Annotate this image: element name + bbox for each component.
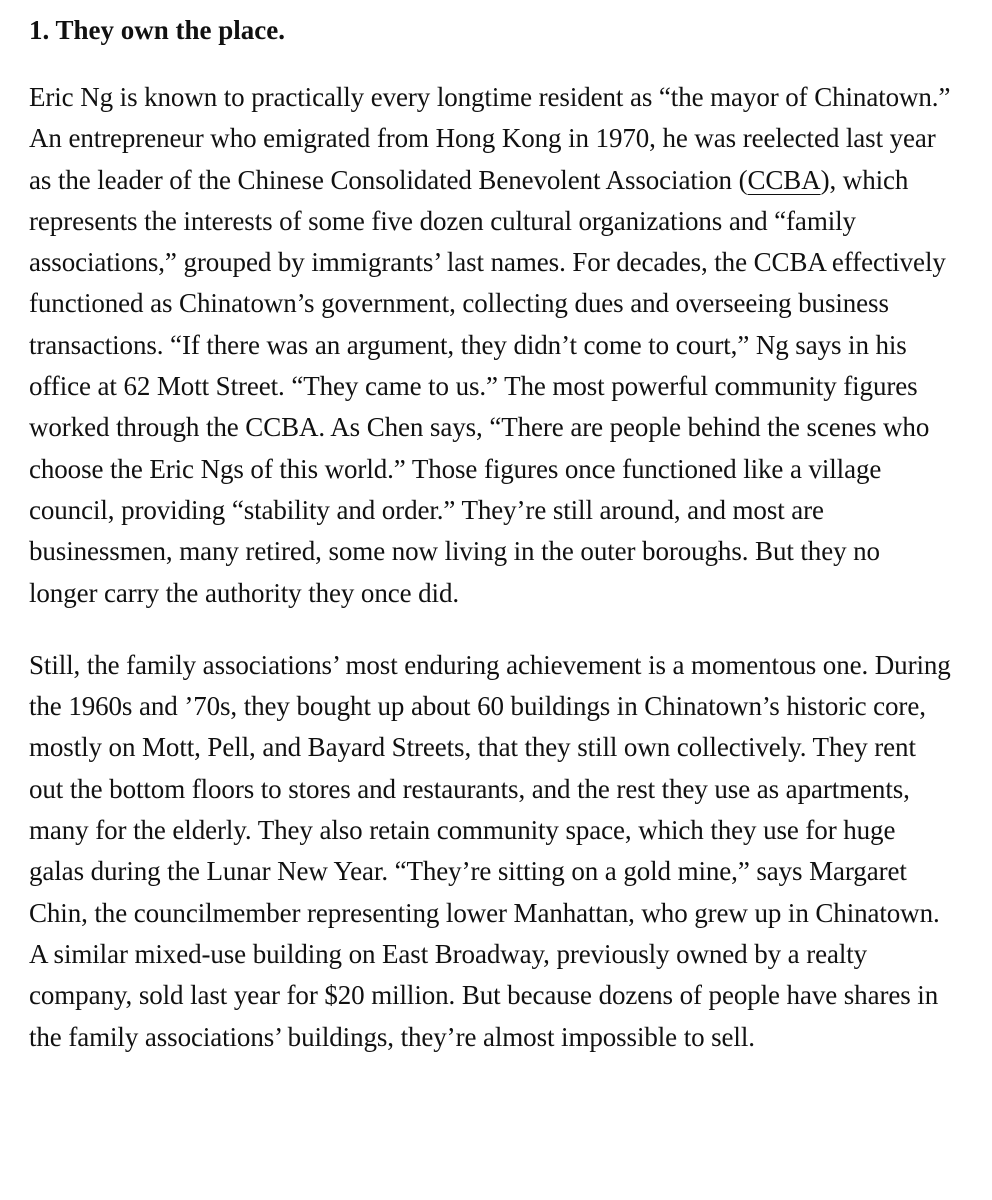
paragraph-1-text-start: Eric Ng is known to practically every longtime resident as “the mayor of Chinatown.” An entrepreneur who emigrated from Hong Kong in 1970, he was reelected last year as the leader of the Chinese Consolidated Benevolent Association ( — [29, 82, 951, 195]
paragraph-1 — [29, 77, 952, 614]
ccba-link[interactable]: CCBA — [747, 164, 821, 195]
paragraph-1-text-end: ), which represents the interests of some five dozen cultural organizations and “family associations,” grouped by immigrants’ last names. For decades, the CCBA effectively functioned as Chinatown’s government, collecting dues and overseeing business transactions. “If there was an argument, they didn’t come to court,” Ng says in his office at 62 Mott Street. “They came to us.” The most powerful community figures worked through the CCBA. As Chen says, “There are people behind the scenes who choose the Eric Ngs of this world.” Those figures once functioned like a village council, providing “stability and order.” They’re still around, and most are businessmen, many retired, some now living in the outer boroughs. But they no longer carry the authority they once did. — [29, 164, 946, 608]
paragraph-2: Still, the family associations’ most enduring achievement is a momentous one. During the 1960s and ’70s, they bought up about 60 buildings in Chinatown’s historic core, mostly on Mott, Pell, and Bayard Streets, that they still own collectively. They rent out the bottom floors to stores and restaurants, and the rest they use as apartments, many for the elderly. They also retain community space, which they use for huge galas during the Lunar New Year. “They’re sitting on a gold mine,” says Margaret Chin, the councilmember representing lower Manhattan, who grew up in Chinatown. A similar mixed-use building on East Broadway, previously owned by a realty company, sold last year for $20 million. But because dozens of people have shares in the family associations’ buildings, they’re almost impossible to sell. — [29, 649, 951, 1052]
section-heading: 1. They own the place. — [29, 15, 286, 45]
